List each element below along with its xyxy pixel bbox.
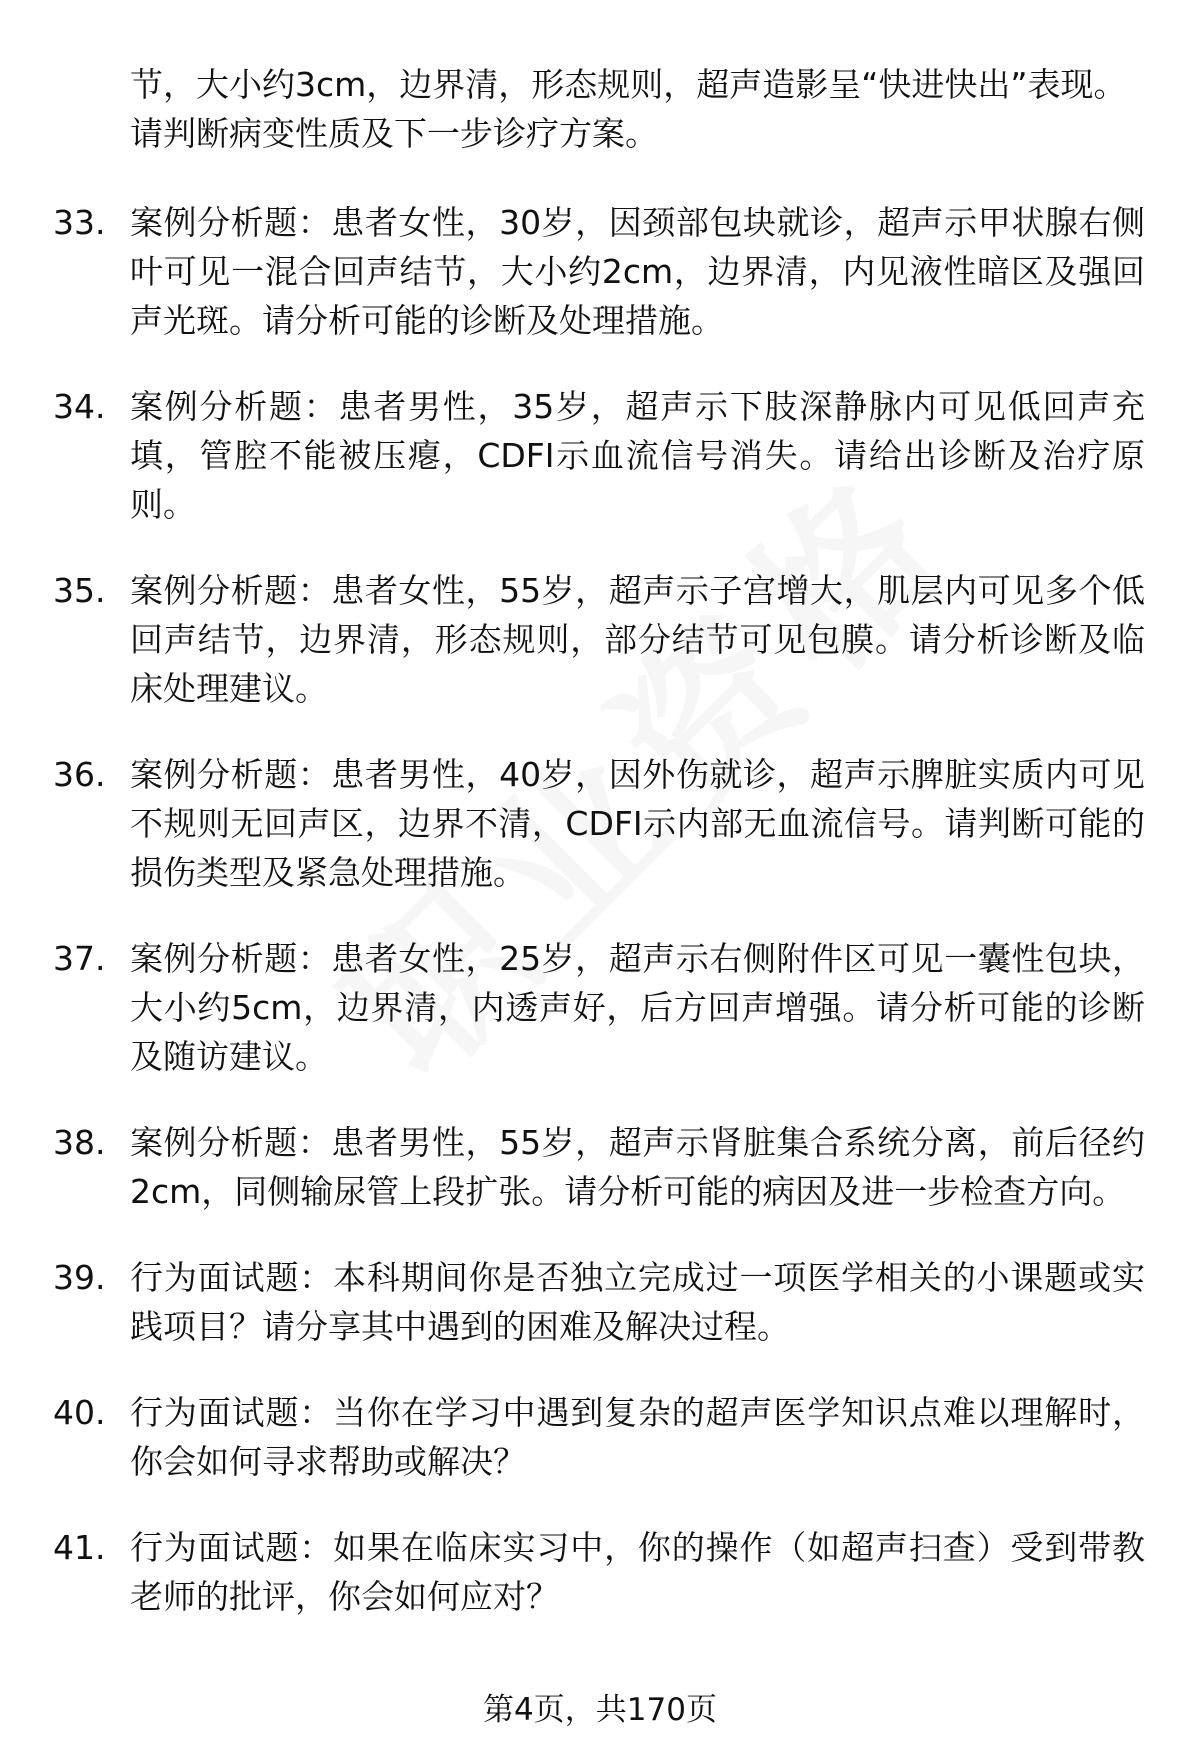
page-footer: 第4页，共170页 [483,1692,717,1728]
question-item-34 [0,382,1200,529]
question-item-38 [0,1118,1200,1216]
question-text: 案例分析题：患者女性，25岁，超声示右侧附件区可见一囊性包块，大小约5cm，边界清，内透声好，后方回声增强。请分析可能的诊断及随访建议。 [130,939,1145,1076]
question-number: 36. [53,755,106,794]
question-number: 37. [53,939,106,978]
question-text: 案例分析题：患者男性，40岁，因外伤就诊，超声示脾脏实质内可见不规则无回声区，边界不清，CDFI示内部无血流信号。请判断可能的损伤类型及紧急处理措施。 [130,755,1145,892]
question-number: 33. [53,203,106,242]
question-item-40 [0,1388,1200,1486]
question-text: 行为面试题：如果在临床实习中，你的操作（如超声扫查）受到带教老师的批评，你会如何应对？ [130,1528,1145,1616]
question-text: 案例分析题：患者男性，35岁，超声示下肢深静脉内可见低回声充填，管腔不能被压瘪，CDFI示血流信号消失。请给出诊断及治疗原则。 [130,387,1145,524]
question-item-39 [0,1253,1200,1351]
question-list [0,198,1200,1658]
question-item-36 [0,750,1200,897]
question-text: 案例分析题：患者女性，30岁，因颈部包块就诊，超声示甲状腺右侧叶可见一混合回声结节，大小约2cm，边界清，内见液性暗区及强回声光斑。请分析可能的诊断及处理措施。 [130,203,1145,340]
question-item-35 [0,566,1200,713]
question-item-41 [0,1523,1200,1621]
question-text: 案例分析题：患者男性，55岁，超声示肾脏集合系统分离，前后径约2cm，同侧输尿管上段扩张。请分析可能的病因及进一步检查方向。 [130,1123,1145,1211]
question-text: 行为面试题：本科期间你是否独立完成过一项医学相关的小课题或实践项目？请分享其中遇到的困难及解决过程。 [130,1258,1145,1346]
question-text: 案例分析题：患者女性，55岁，超声示子宫增大，肌层内可见多个低回声结节，边界清，形态规则，部分结节可见包膜。请分析诊断及临床处理建议。 [130,571,1145,708]
question-number: 38. [53,1123,106,1162]
question-number: 35. [53,571,106,610]
question-number: 40. [53,1393,106,1432]
question-text: 行为面试题：当你在学习中遇到复杂的超声医学知识点难以理解时，你会如何寻求帮助或解决？ [130,1393,1145,1481]
question-32-continuation: 节，大小约3cm，边界清，形态规则，超声造影呈“快进快出”表现。请判断病变性质及下一步诊疗方案。 [130,65,1127,153]
question-number: 34. [53,387,106,426]
question-item-37 [0,934,1200,1081]
question-item-33 [0,198,1200,345]
question-number: 41. [53,1528,106,1567]
question-number: 39. [53,1258,106,1297]
